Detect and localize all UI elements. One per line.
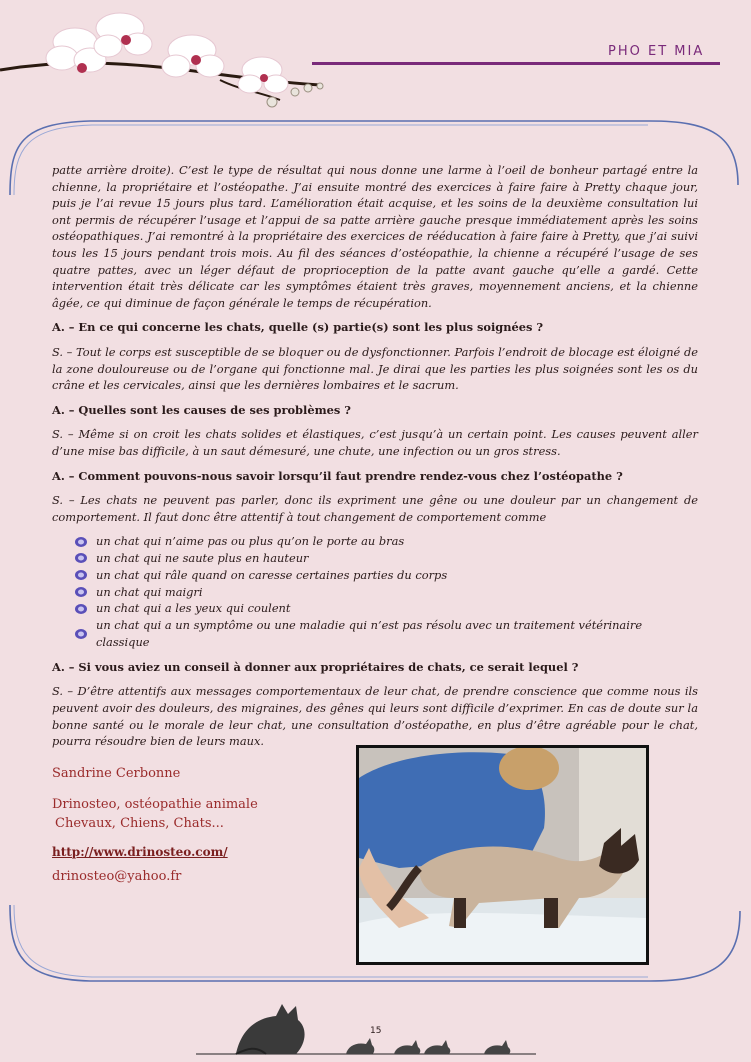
symptom-text: un chat qui râle quand on caresse certaines parties du corps	[96, 567, 448, 582]
symptom-text: un chat qui ne saute plus en hauteur	[96, 551, 309, 566]
answer-4: S. – D’être attentifs aux messages comportementaux de leur chat, de prendre conscience que comme nous ils peuvent avoir des douleurs, des migraines, des gênes qui leurs sont difficile d’exprimer. En cas de doute sur la bonne santé ou le morale de leur chat, une consultation d’ostéopathe, en plus d’être agréable pour le chat, pourra résoudre bien de leurs maux.	[52, 684, 698, 749]
list-item	[74, 533, 698, 550]
website-link[interactable]: http://www.drinosteo.com/	[52, 845, 228, 859]
list-item	[74, 584, 698, 601]
question-3: A. – Comment pouvons-nous savoir lorsqu’il faut prendre rendez-vous chez l’ostéopathe ?	[52, 468, 623, 483]
answer-3: S. – Les chats ne peuvent pas parler, donc ils expriment une gêne ou une douleur par un changement de comportement. Il faut donc être attentif à tout changement de comportement comme	[52, 493, 698, 524]
symptom-list	[74, 533, 698, 651]
author-name: Sandrine Cerbonne	[52, 766, 181, 781]
cats-footer-illustration	[196, 1000, 536, 1062]
swirl-bullet-icon	[74, 603, 88, 615]
swirl-bullet-icon	[74, 569, 88, 581]
swirl-bullet-icon	[74, 536, 88, 548]
orchid-decoration	[0, 0, 330, 110]
question-1: A. – En ce qui concerne les chats, quelle (s) partie(s) sont les plus soignées ?	[52, 320, 544, 335]
answer-1: S. – Tout le corps est susceptible de se bloquer ou de dysfonctionner. Parfois l’endroit de blocage est éloigné de la zone douloureuse ou de l’organe qui fonctionne mal. Je dirai que les parties les plus soignées sont les os du crâne et les cervicales, ainsi que les dernières lombaires et le sacrum.	[52, 344, 698, 393]
list-item	[74, 600, 698, 617]
list-item	[74, 617, 698, 651]
intro-paragraph: patte arrière droite). C’est le type de résultat qui nous donne une larme à l’oeil de bonheur partagé entre la chienne, la propriétaire et l’ostéopathe. J’ai ensuite montré des exercices à faire faire à Pretty chaque jour, puis je l’ai revue 15 jours plus tard. L’amélioration était acquise, et les soins de la deuxième consultation lui ont permis de récupérer l’usage et l’appui de sa patte arrière gauche presque immédiatement après les soins ostéopathiques. J’ai remontré à la propriétaire des exercices de rééducation à faire faire à Pretty, que j’ai suivi tous les 15 jours pendant trois mois. Au fil des séances d’ostéopathie, la chienne a récupéré l’usage de ses quatre pattes, avec un léger défaut de proprioception de la patte avant gauche qu’elle a gardé. Cette intervention était très délicate car les symptômes étaient très graves, moyennement anciens, et la chienne âgée, ce qui diminue de façon générale le temps de récupération.	[52, 163, 698, 310]
article-body	[52, 162, 698, 758]
question-4: A. – Si vous aviez un conseil à donner aux propriétaires de chats, ce serait lequel ?	[52, 659, 579, 674]
osteopath-cat-photo	[356, 745, 649, 965]
organization-specialties: Chevaux, Chiens, Chats...	[55, 816, 224, 831]
photo-illustration	[359, 748, 646, 962]
list-item	[74, 550, 698, 567]
symptom-text: un chat qui a un symptôme ou une maladie qui n’est pas résolu avec un traitement vétérinaire classique	[96, 618, 643, 650]
question-2: A. – Quelles sont les causes de ses problèmes ?	[52, 402, 351, 417]
header-rule	[312, 62, 720, 65]
swirl-bullet-icon	[74, 552, 88, 564]
list-item	[74, 567, 698, 584]
symptom-text: un chat qui n’aime pas ou plus qu’on le porte au bras	[96, 534, 405, 549]
answer-2: S. – Même si on croit les chats solides et élastiques, c’est jusqu’à un certain point. Les causes peuvent aller d’une mise bas difficile, à un saut démesuré, une chute, une infection ou un gros stress.	[52, 427, 698, 458]
swirl-bullet-icon	[74, 586, 88, 598]
organization-line: Drinosteo, ostéopathie animale	[52, 797, 258, 812]
magazine-title: PHO ET MIA	[608, 44, 705, 59]
page-number: 15	[370, 1026, 382, 1036]
email-address: drinosteo@yahoo.fr	[52, 869, 182, 884]
symptom-text: un chat qui a les yeux qui coulent	[96, 601, 291, 616]
symptom-text: un chat qui maigri	[96, 584, 203, 599]
swirl-bullet-icon	[74, 628, 88, 640]
